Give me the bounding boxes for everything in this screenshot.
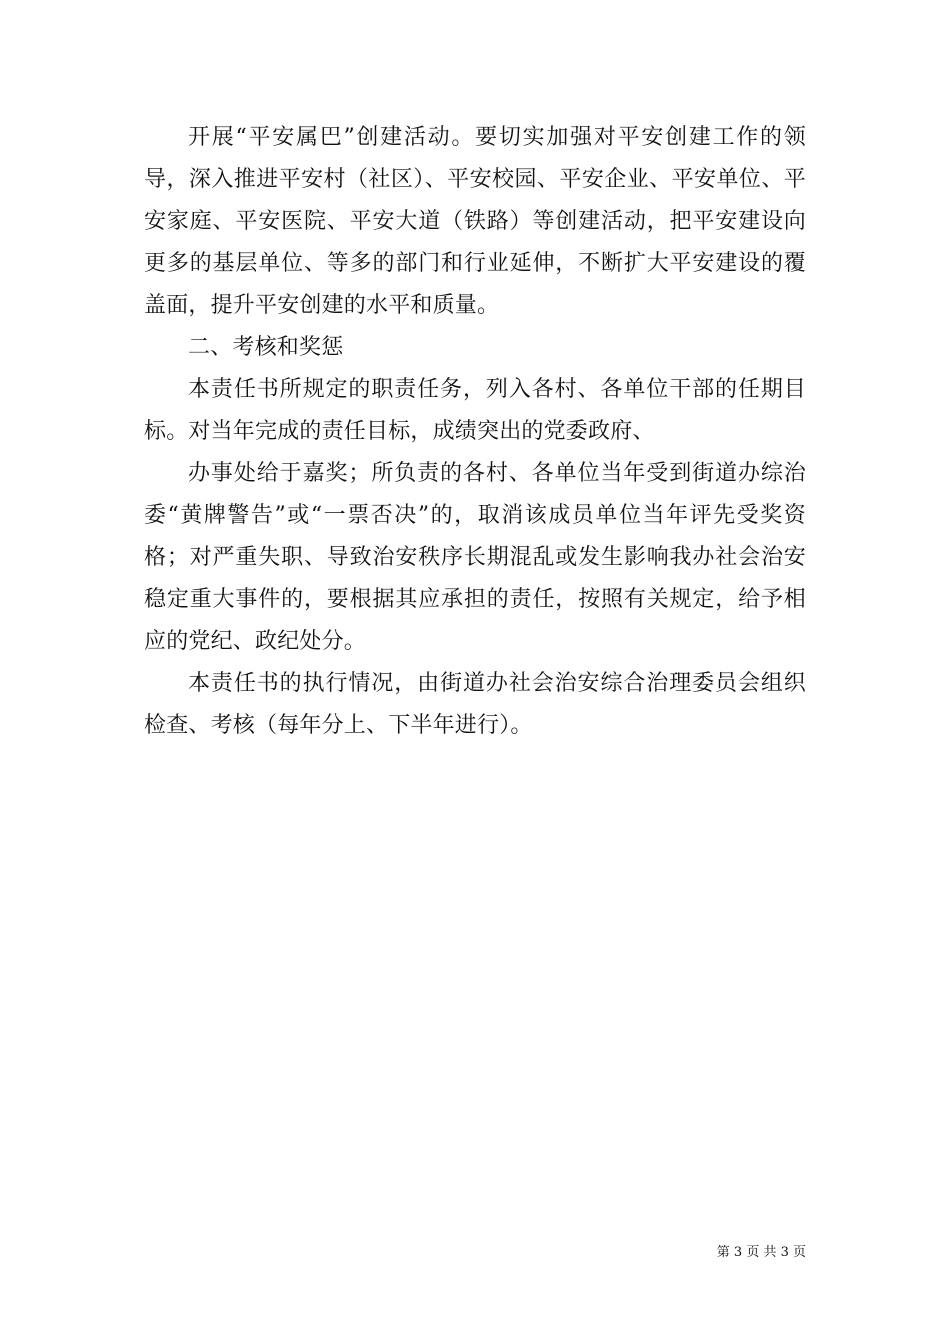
paragraph-rewards-penalties: 办事处给于嘉奖；所负责的各村、各单位当年受到街道办综治委“黄牌警告”或“一票否决”的，取消该成员单位当年评先受奖资格；对严重失职、导致治安秩序长期混乱或发生影响我办社会治安稳定重大事件的，要根据其应承担的责任，按照有关规定，给予相应的党纪、政纪处分。 xyxy=(144,461,806,654)
paragraph-execution: 本责任书的执行情况，由街道办社会治安综合治理委员会组织检查、考核（每年分上、下半年进行）。 xyxy=(144,671,806,738)
page-number-footer: 第 3 页 共 3 页 xyxy=(716,1245,806,1260)
document-body xyxy=(144,117,806,747)
paragraph-campaign: 开展“平安属巴”创建活动。要切实加强对平安创建工作的领导，深入推进平安村（社区）、平安校园、平安企业、平安单位、平安家庭、平安医院、平安大道（铁路）等创建活动，把平安建设向更多的基层单位、等多的部门和行业延伸，不断扩大平安建设的覆盖面，提升平安创建的水平和质量。 xyxy=(144,125,806,318)
paragraph-responsibility-goals: 本责任书所规定的职责任务，列入各村、各单位干部的任期目标。对当年完成的责任目标，成绩突出的党委政府、 xyxy=(144,377,806,444)
section-heading-assessment: 二、考核和奖惩 xyxy=(188,335,344,360)
